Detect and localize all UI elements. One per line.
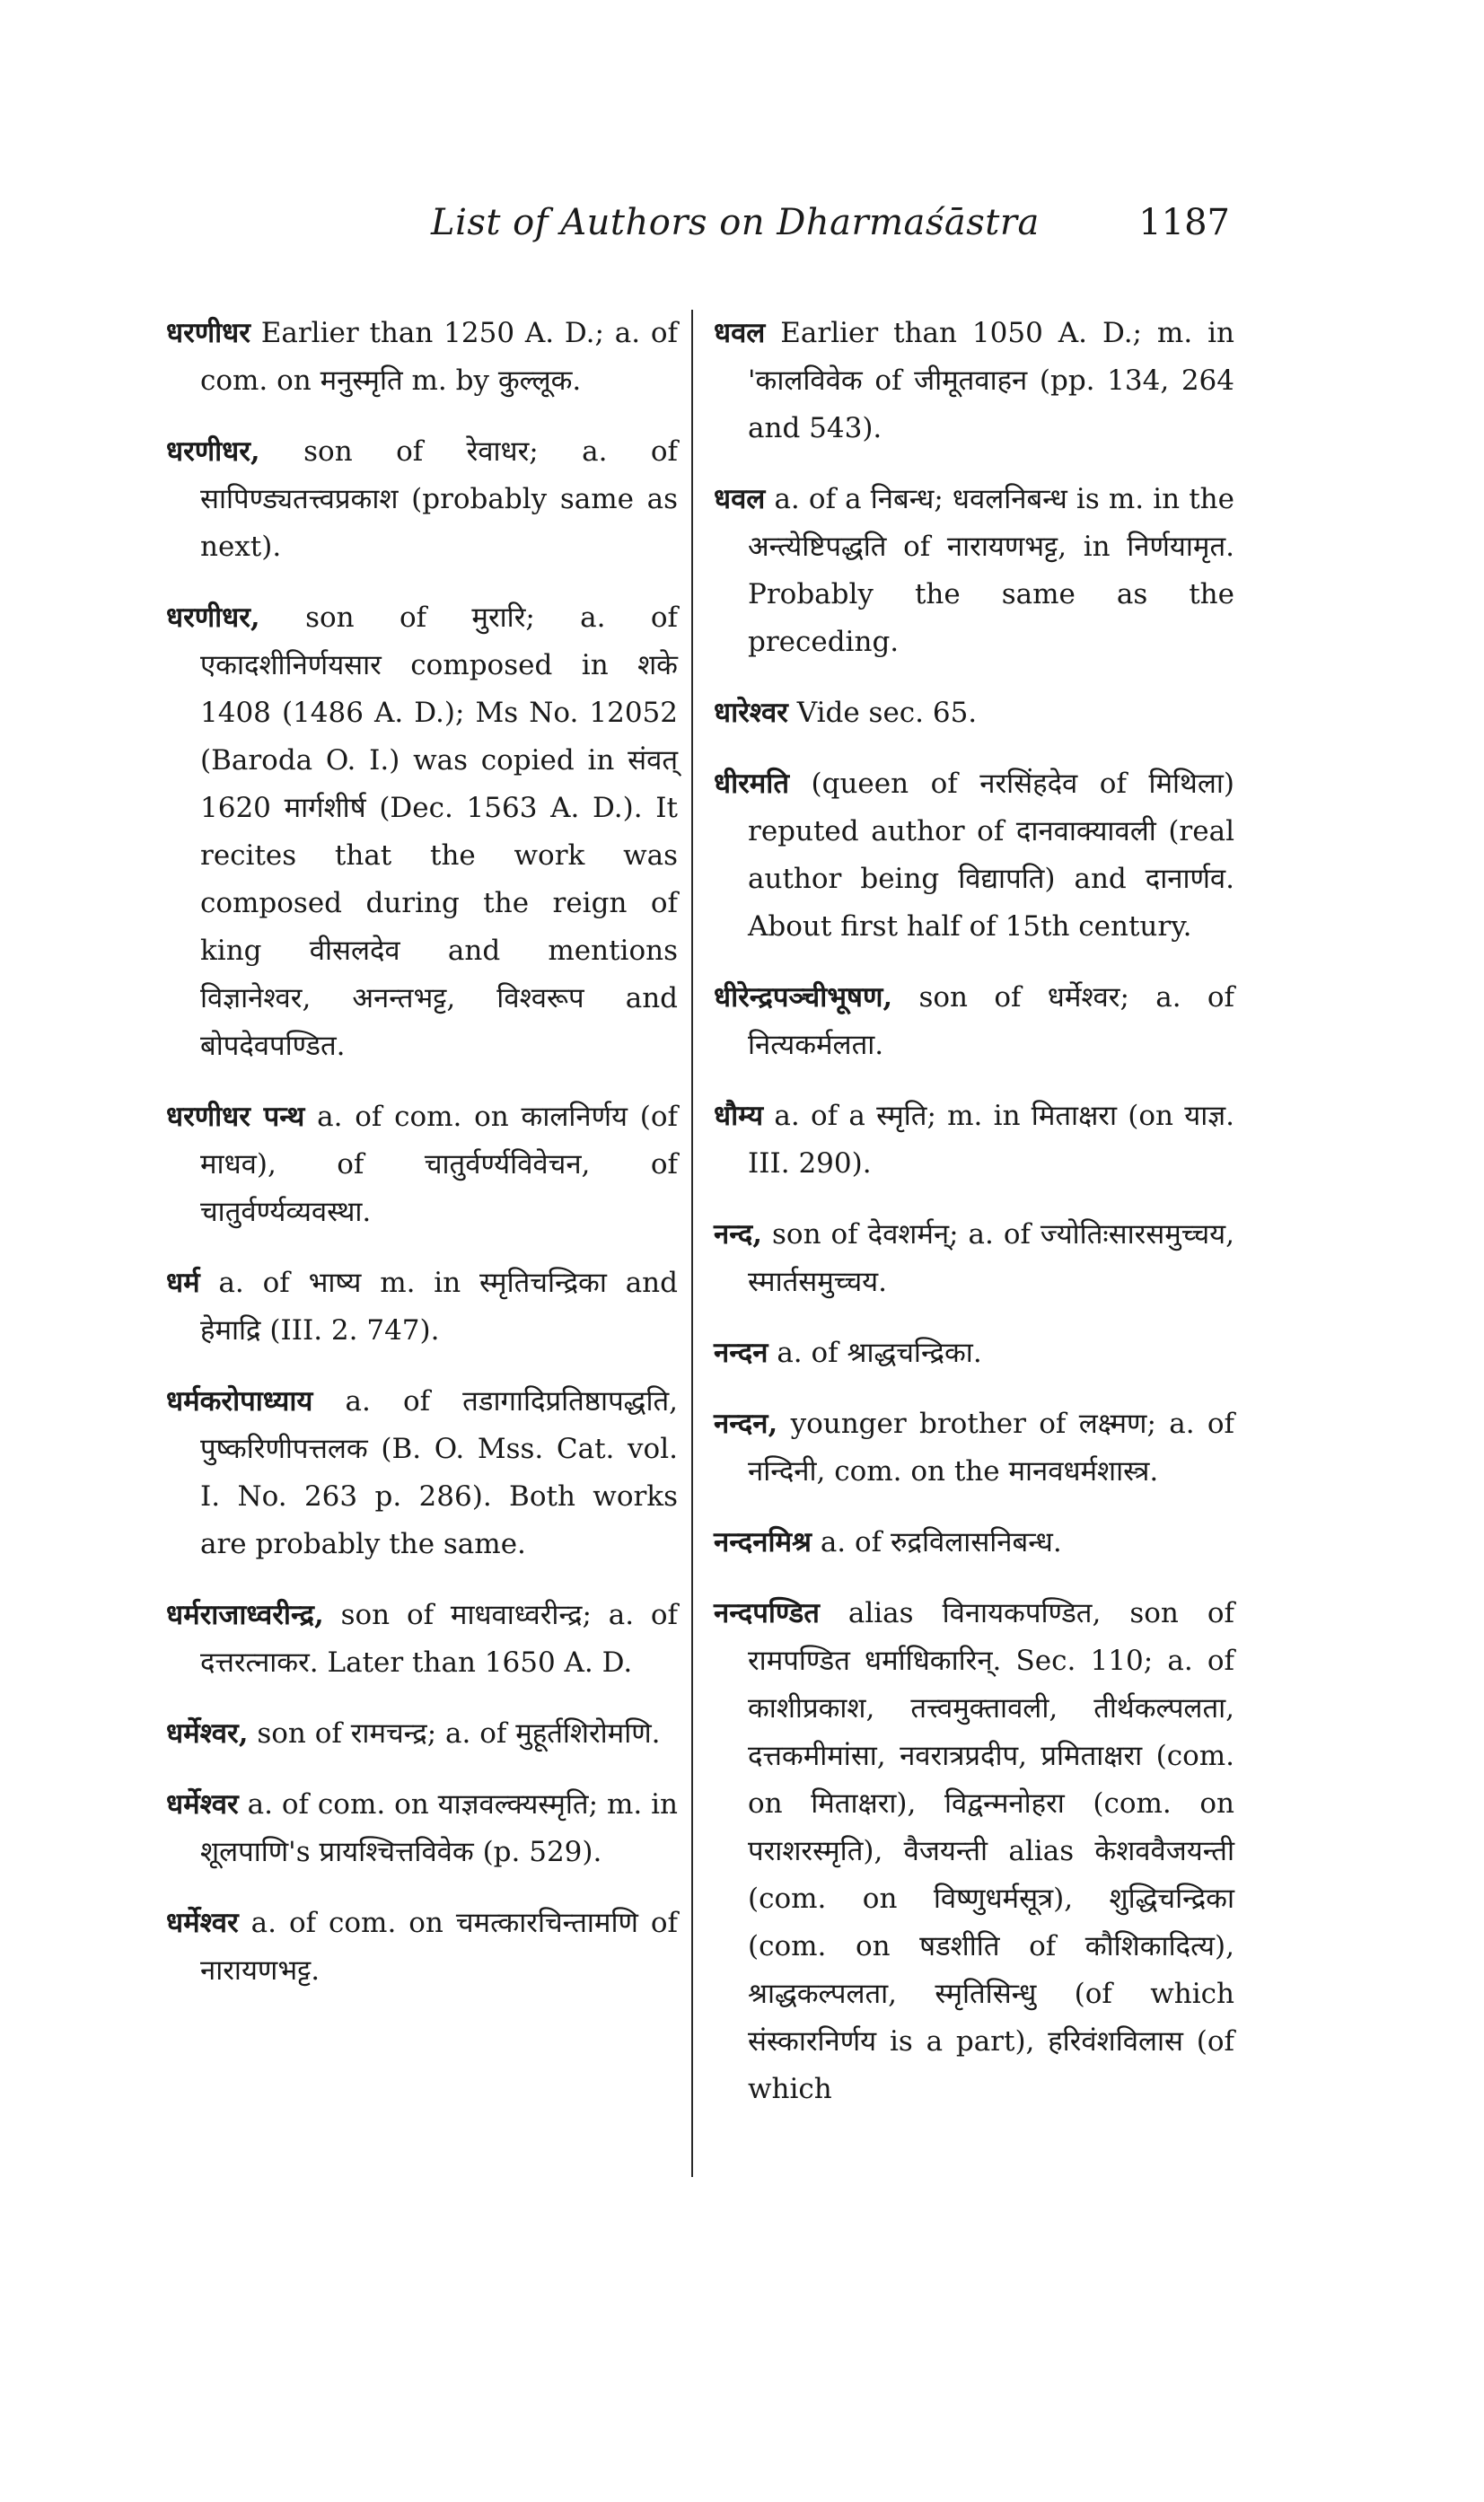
- entry-headword: नन्द,: [714, 1218, 763, 1251]
- entry-headword: धवल: [714, 483, 766, 515]
- author-entry: [714, 1211, 1234, 1306]
- entry-text: Earlier than 1250 A. D.; a. of com. on मनुस्मृति m. by कुल्लूक.: [200, 317, 679, 397]
- entry-headword: धर्मकरोपाध्याय: [166, 1385, 313, 1418]
- entry-text: son of धर्मेश्वर; a. of नित्यकर्मलता.: [748, 981, 1234, 1061]
- entry-headword: धीरमति: [714, 768, 790, 800]
- author-entry: [714, 1400, 1234, 1496]
- author-entry: [166, 1781, 678, 1876]
- author-entry: [166, 1900, 678, 1995]
- entry-text: son of मुरारि; a. of एकादशीनिर्णयसार composed in शके 1408 (1486 A. D.); Ms No. 12052 (Baroda O. I.) was copied in संवत् 1620 मार्गशीर्ष (Dec. 1563 A. D.). It recites that the work was composed during the reign of king वीसलदेव and mentions विज्ञानेश्वर, अनन्तभट्ट, विश्वरूप and बोपदेवपण्डित.: [200, 601, 678, 1062]
- column-divider: [691, 310, 693, 2177]
- entry-text: a. of com. on कालनिर्णय (of माधव), of चातुर्वर्ण्यविवेचन, of चातुर्वर्ण्यव्यवस्था.: [200, 1101, 678, 1228]
- entry-text: a. of श्राद्धचन्द्रिका.: [777, 1337, 982, 1369]
- author-entry: [166, 428, 678, 571]
- author-entry: [714, 760, 1234, 951]
- entry-headword: धीरेन्द्रपञ्चीभूषण,: [714, 981, 893, 1014]
- entry-text: Earlier than 1050 A. D.; m. in 'कालविवेक of जीमूतवाहन (pp. 134, 264 and 543).: [748, 317, 1234, 444]
- entry-headword: धर्मेश्वर: [166, 1907, 239, 1939]
- entry-headword: धर्मेश्वर: [166, 1788, 239, 1821]
- entry-headword: धर्मेश्वर,: [166, 1717, 249, 1750]
- entry-text: a. of com. on चमत्कारचिन्तामणि of नारायणभट्ट.: [200, 1907, 678, 1987]
- author-entry: [714, 974, 1234, 1069]
- entry-headword: धरणीधर पन्थ: [166, 1101, 305, 1133]
- author-entry: [714, 1590, 1234, 2113]
- running-title: List of Authors on Dharmaśāstra: [431, 202, 1040, 243]
- entry-headword: धरणीधर,: [166, 435, 260, 468]
- left-column: [166, 310, 678, 2018]
- entry-headword: नन्दन: [714, 1337, 768, 1369]
- page-header: [162, 202, 1248, 256]
- entry-headword: धारेश्वर: [714, 697, 788, 729]
- entry-text: son of माधवाध्वरीन्द्र; a. of दत्तरत्नाकर. Later than 1650 A. D.: [200, 1599, 679, 1679]
- entry-headword: नन्दन,: [714, 1408, 778, 1440]
- entry-text: younger brother of लक्ष्मण; a. of नन्दिनी, com. on the मानवधर्मशास्त्र.: [748, 1408, 1235, 1488]
- author-entry: [166, 1710, 678, 1758]
- author-entry: [166, 1260, 678, 1355]
- entry-text: a. of तडागादिप्रतिष्ठापद्धति, पुष्करिणीपत्तलक (B. O. Mss. Cat. vol. I. No. 263 p. 286). Both works are probably the same.: [200, 1385, 678, 1560]
- author-entry: [714, 1093, 1234, 1188]
- right-column: [714, 310, 1234, 2137]
- entry-text: a. of com. on याज्ञवल्क्यस्मृति; m. in शूलपाणि's प्रायश्चित्तविवेक (p. 529).: [200, 1788, 678, 1868]
- entry-headword: धर्मराजाध्वरीन्द्र,: [166, 1599, 324, 1631]
- entry-headword: धवल: [714, 317, 766, 349]
- entry-text: son of रामचन्द्र; a. of मुहूर्तशिरोमणि.: [257, 1717, 661, 1750]
- entry-text: a. of a स्मृति; m. in मिताक्षरा (on याज्ञ. III. 290).: [748, 1100, 1234, 1180]
- author-entry: [166, 594, 678, 1070]
- entry-headword: धरणीधर,: [166, 601, 260, 634]
- entry-headword: धरणीधर: [166, 317, 250, 349]
- entry-text: alias विनायकपण्डित, son of रामपण्डित धर्माधिकारिन्. Sec. 110; a. of काशीप्रकाश, तत्त्वमुक्तावली, तीर्थकल्पलता, दत्तकमीमांसा, नवरात्रप्रदीप, प्रमिताक्षरा (com. on मिताक्षरा), विद्वन्मनोहरा (com. on पराशरस्मृति), वैजयन्ती alias केशववैजयन्ती (com. on विष्णुधर्मसूत्र), शुद्धिचन्द्रिका (com. on षडशीति of कौशिकादित्य), श्राद्धकल्पलता, स्मृतिसिन्धु (of which संस्कारनिर्णय is a part), हरिवंशविलास (of which: [748, 1597, 1234, 2105]
- author-entry: [714, 476, 1234, 666]
- author-entry: [166, 310, 678, 405]
- entry-headword: नन्दपण्डित: [714, 1597, 820, 1629]
- entry-text: (queen of नरसिंहदेव of मिथिला) reputed author of दानवाक्यावली (real author being विद्यापति) and दानार्णव. About first half of 15th century.: [748, 768, 1234, 943]
- author-entry: [166, 1592, 678, 1687]
- author-entry: [714, 1519, 1234, 1567]
- entry-headword: धौम्य: [714, 1100, 764, 1132]
- author-entry: [714, 1330, 1234, 1377]
- author-entry: [166, 1093, 678, 1236]
- entry-text: a. of रुद्रविलासनिबन्ध.: [820, 1526, 1062, 1558]
- entry-headword: धर्म: [166, 1267, 200, 1299]
- author-entry: [166, 1378, 678, 1568]
- entry-text: son of रेवाधर; a. of सापिण्ड्यतत्त्वप्रकाश (probably same as next).: [200, 435, 678, 563]
- entry-text: a. of a निबन्ध; धवलनिबन्ध is m. in the अन्त्येष्टिपद्धति of नारायणभट्ट, in निर्णयामृत. Probably the same as the preceding.: [748, 483, 1234, 658]
- page-number: 1187: [1138, 202, 1230, 243]
- author-entry: [714, 310, 1234, 452]
- author-entry: [714, 689, 1234, 737]
- entry-text: son of देवशर्मन्; a. of ज्योतिःसारसमुच्चय, स्मार्तसमुच्चय.: [748, 1218, 1234, 1298]
- entry-headword: नन्दनमिश्र: [714, 1526, 812, 1558]
- entry-text: Vide sec. 65.: [796, 697, 978, 729]
- entry-text: a. of भाष्य m. in स्मृतिचन्द्रिका and हेमाद्रि (III. 2. 747).: [200, 1267, 678, 1347]
